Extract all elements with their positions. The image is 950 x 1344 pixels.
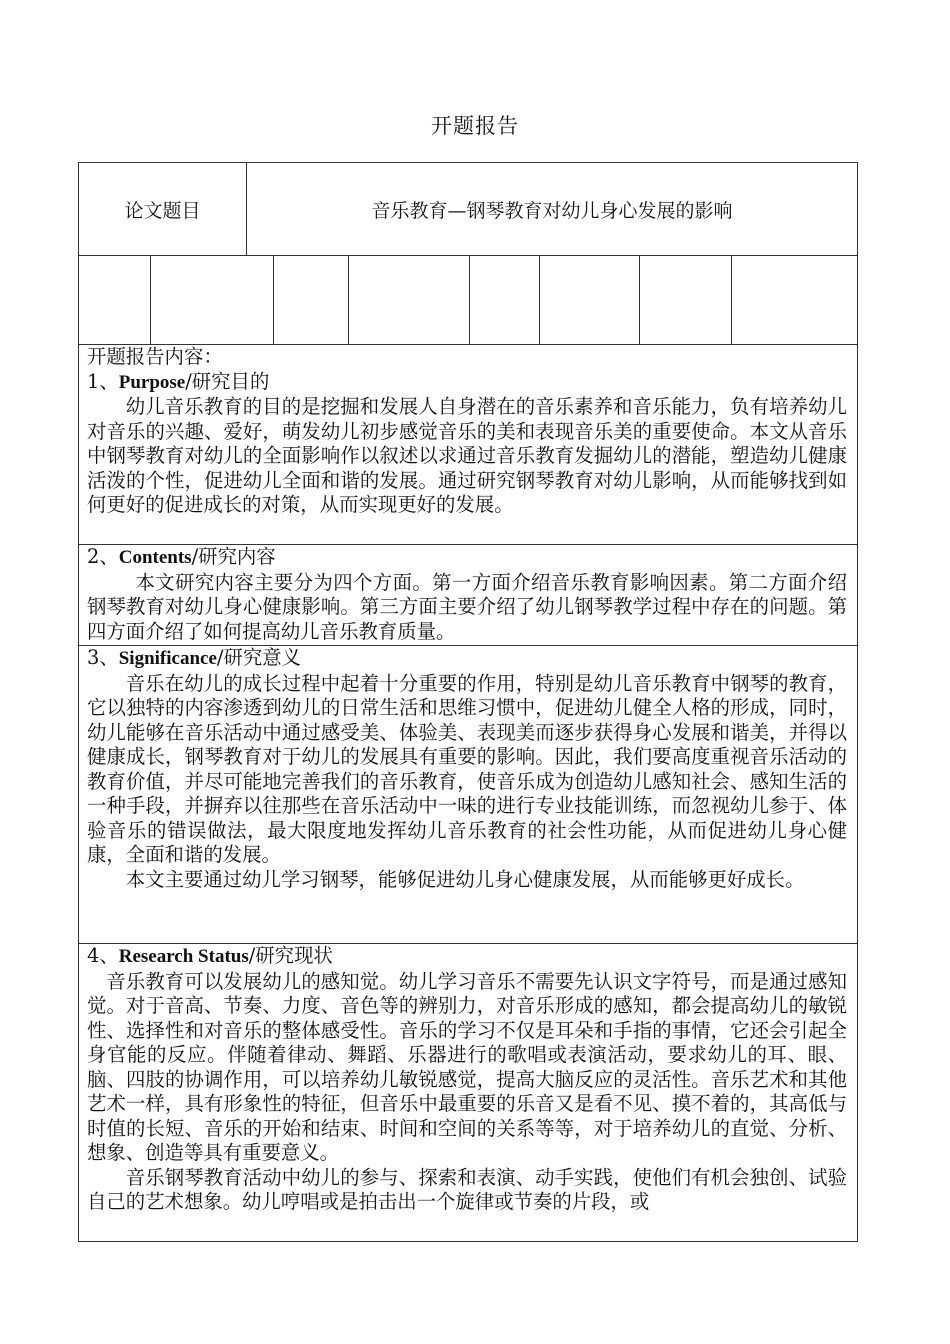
blank-cell — [151, 256, 274, 344]
report-heading: 开题报告内容： — [87, 345, 223, 368]
paragraph: 音乐在幼儿的成长过程中起着十分重要的作用，特别是幼儿音乐教育中钢琴的教育，它以独特的内容渗透到幼儿的日常生活和思维习惯中，促进幼儿健全人格的形成，同时，幼儿能够在音乐活动中通过感受美、体验美、表现美而逐步获得身心发展和谐美，并得以健康成长，钢琴教育对于幼儿的发展具有重要的影响。因此，我们要高度重视音乐活动的教育价值，并尽可能地完善我们的音乐教育，使音乐成为创造幼儿感知社会、感知生活的一种手段，并摒弃以往那些在音乐活动中一味的进行专业技能训练，而忽视幼儿参于、体验音乐的错误做法，最大限度地发挥幼儿音乐教育的社会性功能，从而促进幼儿身心健康，全面和谐的发展。 — [87, 671, 847, 866]
thesis-row — [79, 163, 857, 256]
blank-cell — [349, 256, 470, 344]
paragraph: 音乐教育可以发展幼儿的感知觉。幼儿学习音乐不需要先认识文字符号，而是通过感知觉。对于音高、节奏、力度、音色等的辨别力，对音乐形成的感知，都会提高幼儿的敏锐性、选择性和对音乐的整体感受性。音乐的学习不仅是耳朵和手指的事情，它还会引起全身官能的反应。伴随着律动、舞蹈、乐器进行的歌唱或表演活动，要求幼儿的耳、眼、脑、四肢的协调作用，可以培养幼儿敏锐感觉，提高大脑反应的灵活性。音乐艺术和其他艺术一样，具有形象性的特征，但音乐中最重要的乐音又是看不见、摸不着的，其高低与时值的长短、音乐的开始和结束、时间和空间的关系等等，对于培养幼儿的直觉、分析、想象、创造等具有重要意义。 — [87, 969, 847, 1164]
paragraph: 本文研究内容主要分为四个方面。第一方面介绍音乐教育影响因素。第二方面介绍钢琴教育对幼儿身心健康影响。第三方面主要介绍了幼儿钢琴教学过程中存在的问题。第四方面介绍了如何提高幼儿音乐教育质量。 — [87, 570, 847, 643]
blank-cell — [640, 256, 732, 344]
section-heading: 2、Contents/研究内容 — [87, 545, 276, 568]
section-contents — [79, 545, 857, 646]
blank-grid-row — [79, 256, 857, 345]
blank-cell — [274, 256, 349, 344]
document-title: 开题报告 — [431, 114, 519, 138]
blank-cell — [540, 256, 640, 344]
paragraph: 本文主要通过幼儿学习钢琴，能够促进幼儿身心健康发展，从而能够更好成长。 — [125, 867, 805, 891]
section-significance — [79, 646, 857, 944]
report-table — [78, 162, 858, 1242]
section-research-status — [79, 944, 857, 1241]
section-purpose — [79, 345, 857, 545]
paragraph: 幼儿音乐教育的目的是挖掘和发展人自身潜在的音乐素养和音乐能力，负有培养幼儿对音乐的兴趣、爱好，萌发幼儿初步感觉音乐的美和表现音乐美的重要使命。本文从音乐中钢琴教育对幼儿的全面影响作以叙述以求通过音乐教育发掘幼儿的潜能，塑造幼儿健康活泼的个性，促进幼儿全面和谐的发展。通过研究钢琴教育对幼儿影响，从而能够找到如何更好的促进成长的对策，从而实现更好的发展。 — [87, 395, 847, 516]
section-heading: 3、Significance/研究意义 — [87, 646, 302, 669]
blank-cell — [79, 256, 151, 344]
paragraph: 音乐钢琴教育活动中幼儿的参与、探索和表演、动手实践，使他们有机会独创、试验自己的艺术想象。幼儿哼唱或是拍击出一个旋律或节奏的片段，或 — [87, 1165, 847, 1213]
section-heading: 4、Research Status/研究现状 — [87, 944, 333, 967]
thesis-title: 音乐教育—钢琴教育对幼儿身心发展的影响 — [371, 199, 733, 222]
thesis-label: 论文题目 — [79, 163, 247, 255]
section-heading: 1、Purpose/研究目的 — [87, 369, 270, 393]
blank-cell — [470, 256, 540, 344]
